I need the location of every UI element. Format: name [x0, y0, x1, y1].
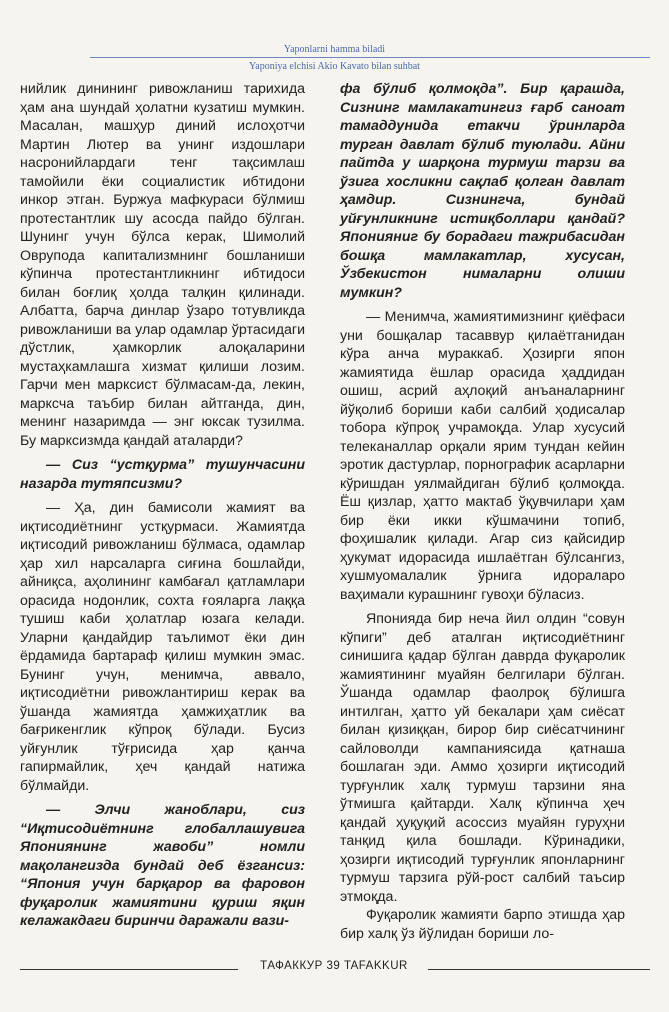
footer-rule-right — [428, 969, 650, 970]
paragraph: нийлик динининг ривожланиш тарихида ҳам ана шундай ҳолатни кузатиш мумкин. Масалан, машҳур диний ислоҳотчи Мартин Лютер ва унинг издошлари насронийлардаги тенг тақсимлаш тамойили ёки социалистик ибтидони инкор этган. Буржуа мафкураси бўлмиш протестантлик шу асосда пайдо бўлган. Шунинг учун бўлса керак, Шимолий Оврупода капитализмнинг бошланиши кўпинча протестантликнинг ибтидоси билан боғлиқ ҳолда талқин қилинади. Албатта, барча динлар ўзаро тотувликда ривожланиши ва улар одамлар ўртасидаги дўстлик, ҳамкорлик алоқаларини мустаҳкамлашга хизмат қилиши лозим. Гарчи мен марксист бўлмасам-да, лекин, марксча таъбир билан айтганда, дин, менинг назаримда — энг юксак тузилма. Бу марксизмда қандай аталарди? — [20, 81, 305, 449]
footer-page-label: ТАФАККУР 39 TAFAKKUR — [260, 960, 408, 972]
question: — Элчи жаноблари, сиз “Иқтисодиётнинг глобаллашувига Япониянинг жавоби” номли мақолангизда бундай деб ёзгансиз: “Япония учун барқарор ва фаровон фуқаролик жамиятини қуриш яқин келажакдаги биринчи даражали вази- — [20, 802, 305, 929]
paragraph: Фуқаролик жамияти барпо этишда ҳар бир халқ ўз йўлидан бориши ло- — [340, 907, 625, 942]
left-column — [20, 80, 305, 937]
question: — Сиз “устқурма” тушунчасини назарда тутяпсизми? — [20, 457, 305, 492]
right-column — [340, 80, 625, 943]
page-header — [0, 0, 669, 84]
answer: — Ҳа, дин бамисоли жамият ва иқтисодиётнинг устқурмаси. Жамиятда иқтисодий ривожланиш бўлмаса, одамлар ҳар хил нарсаларга сиғина бошлайди, айниқса, аҳолининг камбағал қатламлари орасида нодонлик, сохта ғояларга лаққа тушиш каби ҳолатлар юзага келади. Уларни қандайдир таълимот ёки дин ёрдамида бартараф қилиш мумкин эмас. Бунинг учун, менимча, аввало, иқтисодиётни ривожлантириш керак ва ўшанда жамиятда ҳамжиҳатлик ва бағрикенглик кўпроқ бўлади. Бусиз уйғунлик тўғрисида ҳар қанча гапирмайлик, ҳеч қандай натижа бўлмайди. — [20, 500, 305, 794]
header-rule — [90, 57, 650, 58]
paragraph: Японияда бир неча йил олдин “совун кўпиги” деб аталган иқтисодиётнинг синишига қадар бўлган даврда фуқаролик жамиятининг муайян белгилари бўлган. Ўшанда одамлар фаолроқ бўлишга интилган, ҳатто уй бекалари ҳам сиёсат билан қизиққан, бирор бир сиёсатчининг сайловолди кампаниясида қатнаша бошлаган эди. Аммо ҳозирги иқтисодий турғунлик халқ турмуш тарзини яна ўтмишга қайтарди. Халқ кўпинча ҳеч қандай ҳуқуқий асоссиз муайян гуруҳни танқид қила бошлади. Кўринадики, ҳозирги иқтисодий турғунлик японларнинг турмуш тарзига рўй-рост салбий таъсир этмоқда. — [340, 611, 625, 905]
question-continued: фа бўлиб қолмоқда”. Бир қарашда, Сизнинг мамлакатингиз ғарб саноат тамаддунида етакчи ўринларда турган давлат бўлиб туюлади. Айни пайтда у шарқона турмуш тарзи ва ўзига хосликни сақлаб қолган давлат ҳамдир. Сизнингча, бундай уйғунликнинг истиқболлари қандай? Японияниг бу борадаги тажрибасидан бошқа мамлакатлар, хусусан, Ўзбекистон нималарни олиши мумкин? — [340, 81, 625, 301]
page-footer — [0, 958, 669, 982]
running-title: Yaponlarni hamma biladi — [283, 44, 386, 55]
answer: — Менимча, жамиятимизнинг қиёфаси уни бошқалар тасаввур қилаётганидан кўра анча мураккаб. Ҳозирги япон жамиятида ёшлар орасида ҳаддидан ошиш, асрий аҳлоқий анъаналарнинг йўқолиб бориши каби салбий ҳодисалар тобора кўпроқ учрамоқда. Улар хусусий телеканаллар орқали ярим тундан кейин эротик дастурлар, порнографик асарларни кўришдан уялмайдиган бўлиб қолмоқда. Ёш қизлар, ҳатто мактаб ўқувчилари ҳам бир ёки икки кўшмачини топиб, фоҳишалик қилади. Агар сиз қайсидир ҳукумат идорасида ишлаётган бўлсангиз, хушмуомалалик ўрнига идораларо ваҳимали курашнинг гувоҳи бўласиз. — [340, 309, 625, 603]
footer-rule-left — [20, 969, 238, 970]
running-subtitle: Yaponiya elchisi Akio Kavato bilan suhbat — [249, 61, 420, 72]
